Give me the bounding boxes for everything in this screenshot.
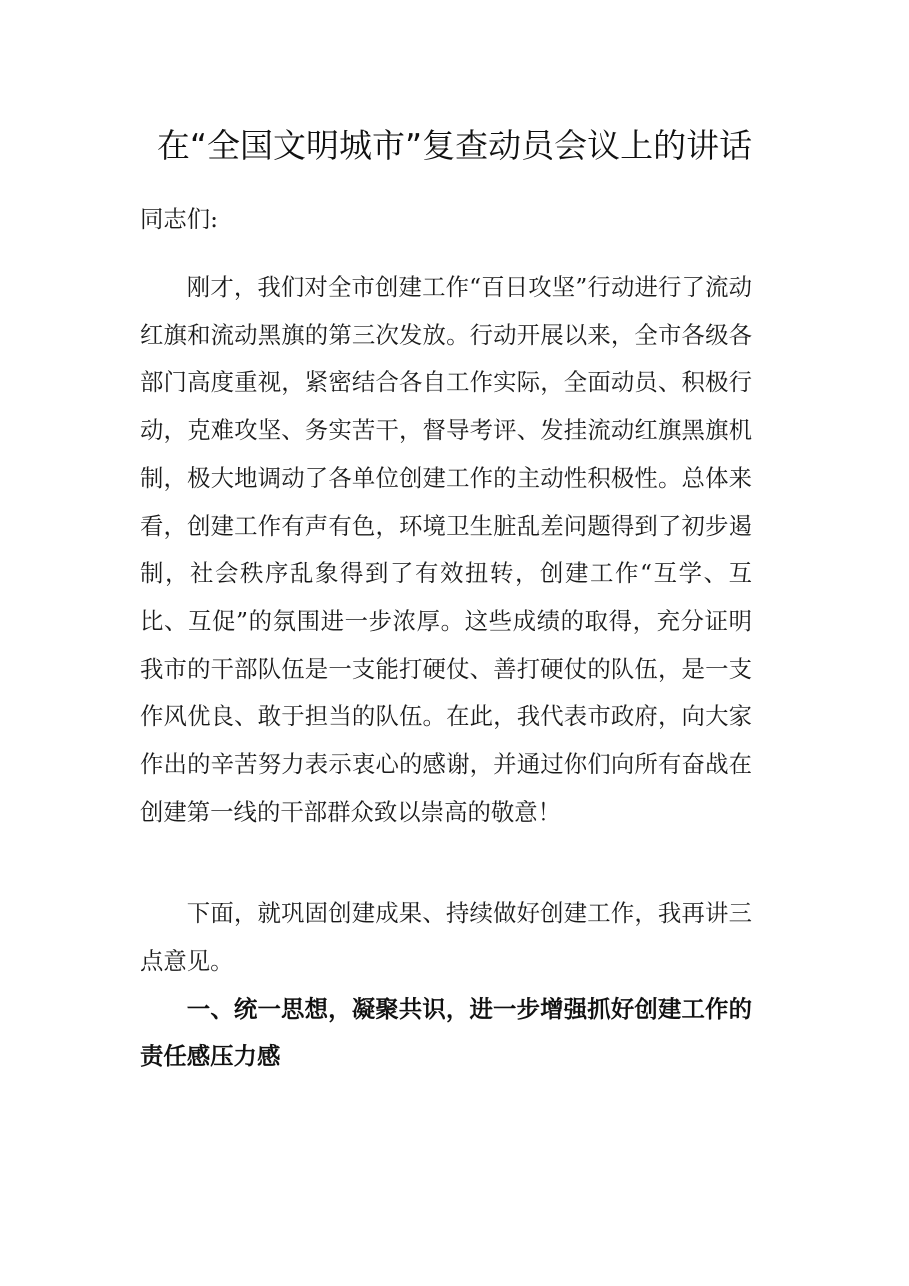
section-heading-1: 一、统一思想，凝聚共识，进一步增强抓好创建工作的责任感压力感 [140, 995, 752, 1070]
salutation: 同志们: [140, 205, 219, 233]
paragraph-transition: 下面，就巩固创建成果、持续做好创建工作，我再讲三点意见。 [140, 899, 752, 975]
document-title: 在“全国文明城市”复查动员会议上的讲话 [156, 126, 753, 165]
paragraph-opening: 刚才，我们对全市创建工作“百日攻坚”行动进行了流动红旗和流动黑旗的第三次发放。行动开展以来，全市各级各部门高度重视，紧密结合各自工作实际，全面动员、积极行动，克难攻坚、务实苦干，督导考评、发挂流动红旗黑旗机制，极大地调动了各单位创建工作的主动性积极性。总体来看，创建工作有声有色，环境卫生脏乱差问题得到了初步遏制，社会秩序乱象得到了有效扭转，创建工作“互学、互比、互促”的氛围进一步浓厚。这些成绩的取得，充分证明我市的干部队伍是一支能打硬仗、善打硬仗的队伍，是一支作风优良、敢于担当的队伍。在此，我代表市政府，向大家作出的辛苦努力表示衷心的感谢，并通过你们向所有奋战在创建第一线的干部群众致以崇高的敬意！ [140, 273, 752, 826]
